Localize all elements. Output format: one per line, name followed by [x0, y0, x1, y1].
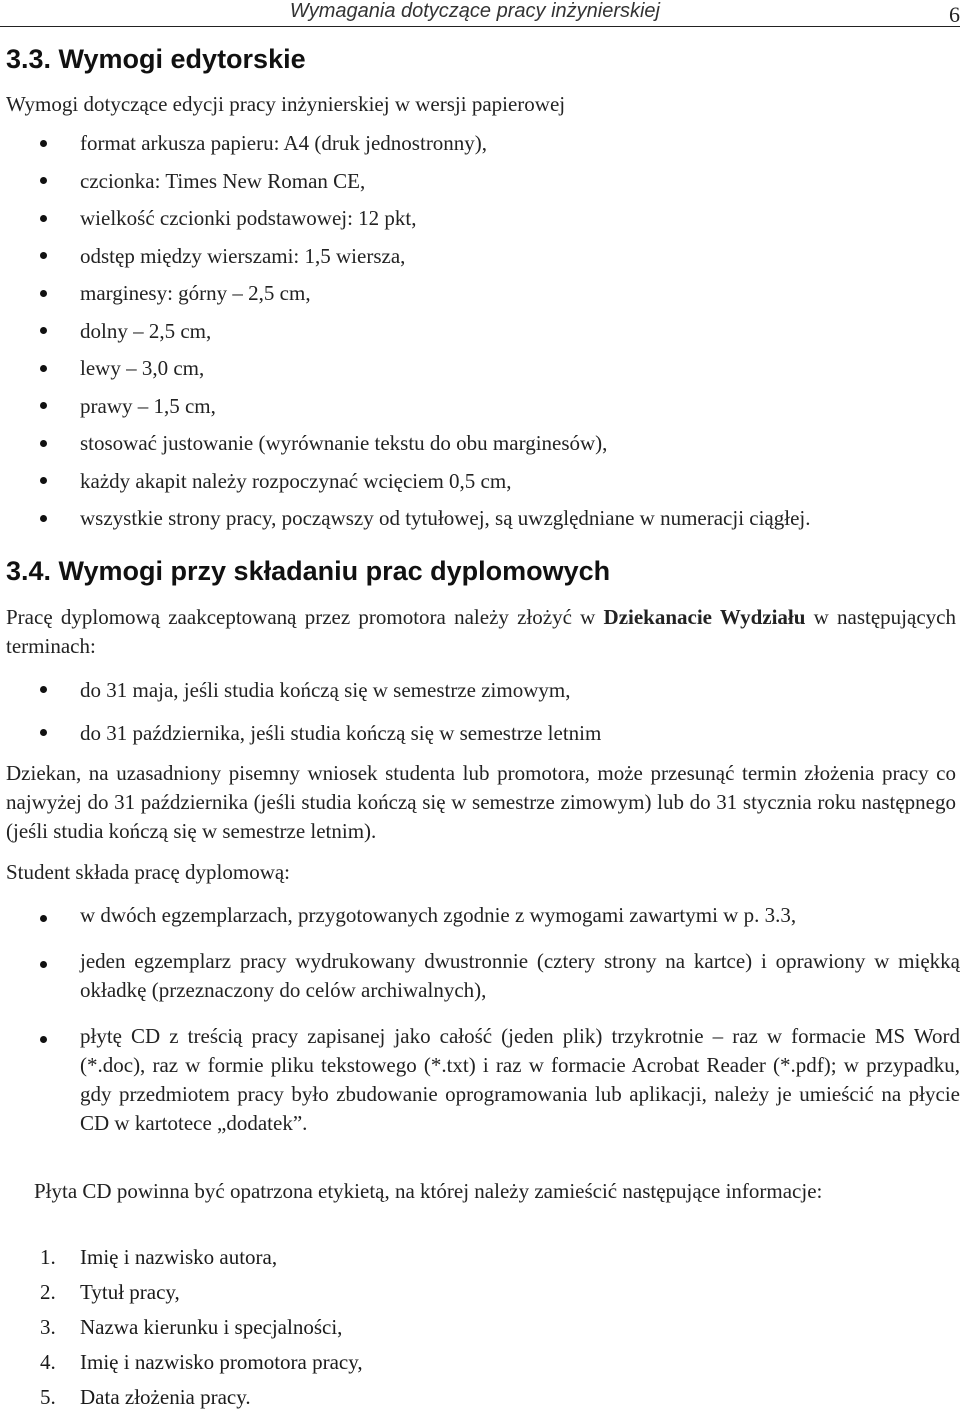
dean-extension-note: Dziekan, na uzasadniony pisemny wniosek studenta lub promotora, może przesunąć termin złożenia pracy co najwyżej do 31 października (jeśli studia kończą się w semestrze zimowym) lub do 31 stycznia roku następnego (jeśli studia kończą się w semestrze letnim). — [6, 761, 956, 843]
header-title: Wymagania dotyczące pracy inżynierskiej — [289, 0, 660, 22]
list-item-text: format arkusza papieru: A4 (druk jednostronny), — [80, 131, 488, 155]
numbered-item — [0, 1240, 960, 1275]
numbered-item — [0, 1380, 960, 1415]
bullet-icon — [40, 140, 47, 147]
bullet-icon — [40, 477, 47, 484]
section-heading-3-4: 3.4. Wymogi przy składaniu prac dyplomowych — [6, 556, 611, 586]
item-text: Imię i nazwisko promotora pracy, — [80, 1350, 363, 1374]
bullet-icon — [40, 515, 47, 522]
list-item — [0, 275, 960, 313]
item-number: 2. — [40, 1280, 56, 1304]
list-item-text: prawy – 1,5 cm, — [80, 393, 216, 418]
list-item-text: lewy – 3,0 cm, — [80, 356, 205, 380]
list-item — [0, 672, 960, 715]
list-item-text: płytę CD z treścią pracy zapisanej jako całość (jeden plik) trzykrotnie – raz w formacie MS Word (*.doc), raz w formie pliku tekstowego (*.txt) i raz w formacie Acrobat Reader (*.pdf); w przypadku, gdy przedmiotem pracy było zbudowanie oprogramowania lub aplikacji, należy je umieścić na płycie CD w kartotece „dodatek”. — [80, 1024, 960, 1135]
list-item-text: czcionka: Times New Roman CE, — [80, 168, 366, 193]
editing-requirements-list — [0, 125, 960, 538]
bullet-icon — [40, 729, 47, 736]
list-item — [0, 238, 960, 276]
list-item-text: każdy akapit należy rozpoczynać wcięciem 0,5 cm, — [80, 468, 512, 493]
list-item — [0, 463, 960, 501]
student-submission-intro: Student składa pracę dyplomową: — [6, 860, 291, 884]
bullet-icon — [40, 915, 47, 922]
running-header — [0, 0, 960, 27]
list-item-text: do 31 maja, jeśli studia kończą się w semestrze zimowym, — [80, 678, 571, 702]
numbered-item — [0, 1345, 960, 1380]
bullet-icon — [40, 1036, 47, 1043]
submission-intro-text: Pracę dyplomową zaakceptowaną przez promotora należy złożyć w — [6, 605, 604, 629]
list-item-text: wielkość czcionki podstawowej: 12 pkt, — [80, 206, 417, 230]
numbered-item — [0, 1275, 960, 1310]
deadlines-list — [0, 672, 960, 751]
list-item — [0, 350, 960, 388]
bullet-icon — [40, 327, 47, 334]
bullet-icon — [40, 402, 47, 409]
list-item — [0, 947, 960, 1005]
list-item-text: w dwóch egzemplarzach, przygotowanych zgodnie z wymogami zawartymi w p. 3.3, — [80, 903, 797, 927]
submission-items-list — [0, 901, 960, 1138]
item-number: 3. — [40, 1315, 56, 1339]
list-item-text: odstęp między wierszami: 1,5 wiersza, — [80, 243, 406, 268]
list-item — [0, 425, 960, 463]
bullet-icon — [40, 215, 47, 222]
item-text: Tytuł pracy, — [80, 1280, 180, 1304]
list-item-text: jeden egzemplarz pracy wydrukowany dwustronnie (cztery strony na kartce) i oprawiony w miękką okładkę (przeznaczony do celów archiwalnych), — [80, 949, 960, 1002]
list-item — [0, 200, 960, 238]
list-item — [0, 500, 960, 538]
bullet-icon — [40, 961, 47, 968]
list-item-text: stosować justowanie (wyrównanie tekstu do obu marginesów), — [80, 431, 608, 455]
item-text: Data złożenia pracy. — [80, 1385, 251, 1409]
bullet-icon — [40, 177, 47, 184]
page-number: 6 — [949, 2, 960, 27]
submission-intro — [6, 603, 956, 661]
bullet-icon — [40, 440, 47, 447]
list-item — [0, 1022, 960, 1138]
cd-label-items-list — [0, 1240, 960, 1415]
item-text: Nazwa kierunku i specjalności, — [80, 1315, 343, 1339]
list-item — [0, 715, 960, 751]
list-item — [0, 313, 960, 351]
list-item — [0, 163, 960, 201]
item-text: Imię i nazwisko autora, — [80, 1245, 278, 1269]
dean-office-name: Dziekanacie Wydziału — [603, 605, 806, 629]
editing-requirements-intro: Wymogi dotyczące edycji pracy inżynierskiej w wersji papierowej — [6, 92, 566, 116]
cd-label-intro: Płyta CD powinna być opatrzona etykietą, na której należy zamieścić następujące informacje: — [34, 1179, 823, 1203]
section-heading-3-3: 3.3. Wymogi edytorskie — [6, 44, 306, 74]
item-number: 4. — [40, 1350, 56, 1374]
bullet-icon — [40, 290, 47, 297]
bullet-icon — [40, 365, 47, 372]
list-item-text: wszystkie strony pracy, począwszy od tytułowej, są uwzględniane w numeracji ciągłej. — [80, 506, 811, 530]
list-item-text: do 31 października, jeśli studia kończą się w semestrze letnim — [80, 721, 602, 745]
numbered-item — [0, 1310, 960, 1345]
item-number: 1. — [40, 1245, 56, 1269]
submission-intro-text-end: w następujących terminach: — [6, 605, 956, 658]
list-item — [0, 125, 960, 163]
list-item-text: dolny – 2,5 cm, — [80, 318, 212, 343]
list-item — [0, 388, 960, 426]
bullet-icon — [40, 686, 47, 693]
list-item-text: marginesy: górny – 2,5 cm, — [80, 281, 311, 305]
list-item — [0, 901, 960, 930]
bullet-icon — [40, 252, 47, 259]
item-number: 5. — [40, 1385, 56, 1409]
